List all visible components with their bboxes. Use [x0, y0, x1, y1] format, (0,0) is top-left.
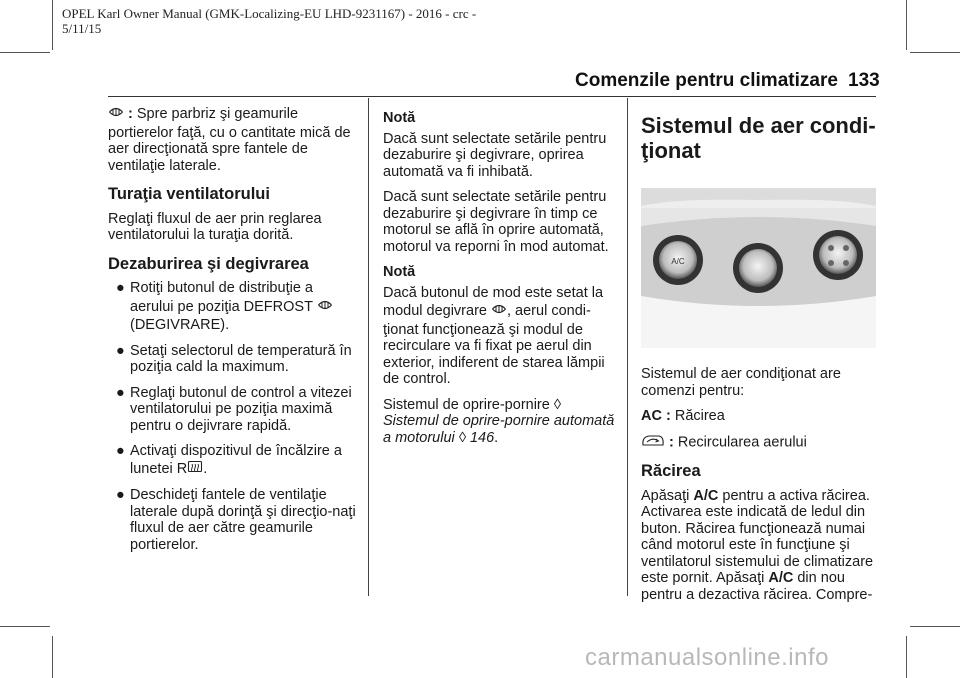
bullet-text: Deschideţi fantele de ventilaţie laterale după dorinţă şi direcţio-naţi fluxul de aer către geamurile portierelor.: [130, 487, 356, 553]
middle-column: [383, 110, 619, 455]
recirculation-label: :: [665, 434, 678, 451]
bullet-text: Activaţi dispozitivul de încălzire a lunetei R: [130, 443, 342, 477]
column-divider: [368, 98, 369, 596]
heading-fan-speed: Turaţia ventilatorului: [108, 185, 270, 203]
bullet-text: Setaţi selectorul de temperatură în poziţia cald la maximum.: [130, 342, 352, 375]
reference-arrow-icon: ◊: [458, 429, 466, 446]
column-divider: [627, 98, 628, 596]
right-column: [641, 113, 881, 173]
crop-mark: [0, 52, 50, 53]
reference-end: .: [494, 429, 499, 446]
crop-mark: [910, 626, 960, 627]
print-metadata: [62, 6, 476, 36]
cooling-text: din nou pentru a dezactiva răcirea. Compre-: [641, 570, 873, 603]
ac-button-ref: A/C: [693, 487, 719, 504]
list-item: [108, 385, 356, 435]
right-column-body: [641, 366, 881, 612]
note-title: Notă: [383, 264, 416, 280]
note-paragraph: [383, 285, 619, 388]
cooling-text: Apăsaţi: [641, 487, 694, 504]
meta-line-2: 5/11/15: [62, 21, 102, 36]
crop-mark: [910, 52, 960, 53]
reference-page: 146: [469, 429, 495, 446]
fan-speed-paragraph: Reglaţi fluxul de aer prin reglarea ventilatorului la turaţia dorită.: [108, 210, 322, 243]
bullet-text: .: [203, 460, 208, 477]
note-paragraph: Dacă sunt selectate setările pentru dezaburire şi degivrare în timp ce motorul se află în oprire automată, motorul va reporni în mod automat.: [383, 189, 609, 255]
crop-mark: [52, 0, 53, 50]
meta-line-1: OPEL Karl Owner Manual (GMK-Localizing-EU LHD-9231167) - 2016 - crc -: [62, 6, 477, 21]
ac-label: AC :: [641, 408, 675, 424]
bullet-marker: ●: [116, 487, 125, 503]
bullet-text: Rotiţi butonul de distribuţie a aerului pe poziţia DEFROST: [130, 280, 317, 315]
cooling-text: pentru a activa răcirea. Activarea este indicată de ledul din buton. Răcirea funcţionează numai când motorul este în funcţiune şi ventilatorul sistemului de climatizare este pornit. Apăsaţi: [641, 487, 874, 586]
reference-link-text: Sistemul de oprire-pornire automată a motorului: [383, 413, 615, 446]
reference-arrow-icon: ◊: [553, 396, 562, 413]
intro-label: :: [124, 106, 137, 123]
intro-paragraph: [108, 104, 356, 174]
list-item: [108, 487, 356, 553]
crop-mark: [52, 636, 53, 678]
ac-text: Răcirea: [674, 408, 725, 424]
ac-definition: [641, 408, 881, 425]
watermark: carmanualsonline.info: [585, 644, 829, 671]
defrost-icon: [317, 297, 333, 318]
bullet-marker: ●: [116, 443, 125, 459]
section-title: Comenzile pentru climatizare: [575, 70, 838, 91]
intro-paragraph: Sistemul de aer condiţionat are comenzi pentru:: [641, 366, 841, 399]
heading-defog-defrost: Dezaburirea şi degivrarea: [108, 254, 309, 273]
header-rule: [108, 96, 876, 97]
list-item: [108, 443, 356, 478]
crop-mark: [0, 626, 50, 627]
reference-link[interactable]: [383, 413, 614, 446]
ac-button-ref: A/C: [768, 570, 794, 586]
note-text: , aerul condi-ţionat funcţionează şi modul de recirculare va fi fixat pe aerul din exterior, indiferent de starea lămpii de control.: [383, 303, 605, 387]
intro-text: Spre parbriz şi geamurile portierelor faţă, cu o cantitate mică de aer direcţionată spre fantele de ventilaţie laterale.: [108, 106, 351, 174]
left-column: [108, 104, 356, 562]
bullet-marker: ●: [116, 280, 125, 296]
crop-mark: [906, 0, 907, 50]
bullet-text: (DEGIVRARE).: [130, 317, 230, 333]
crop-mark: [906, 636, 907, 678]
bullet-marker: ●: [116, 342, 125, 359]
right-heading: Sistemul de aer condi-ţionat: [641, 113, 876, 163]
recirculation-definition: [641, 434, 881, 452]
list-item: [108, 280, 356, 334]
cross-reference: [383, 397, 619, 447]
bullet-text: Reglaţi butonul de control a vitezei ventilatorului pe poziţia maximă pentru o dejivrare rapidă.: [130, 384, 352, 434]
bullet-marker: ●: [116, 384, 125, 401]
recirculation-icon: [641, 434, 665, 452]
defrost-windshield-icon: [108, 104, 124, 125]
list-item: [108, 343, 356, 376]
defrost-icon: [491, 301, 507, 322]
knob-label: A/C: [671, 257, 685, 266]
recirculation-text: Recircularea aerului: [677, 434, 807, 451]
cooling-paragraph: [641, 488, 881, 604]
reference-text: Sistemul de oprire-pornire: [383, 396, 554, 413]
climate-control-photo: [641, 188, 876, 348]
note-title: Notă: [383, 110, 416, 126]
note-text: Dacă butonul de mod este setat la modul degivrare: [383, 284, 604, 320]
note-paragraph: Dacă sunt selectate setările pentru dezaburire şi degivrare, oprirea automată va fi inhibată.: [383, 130, 607, 180]
page-number: 133: [848, 70, 880, 91]
heading-cooling: Răcirea: [641, 462, 701, 480]
rear-window-heater-icon: [187, 460, 203, 479]
